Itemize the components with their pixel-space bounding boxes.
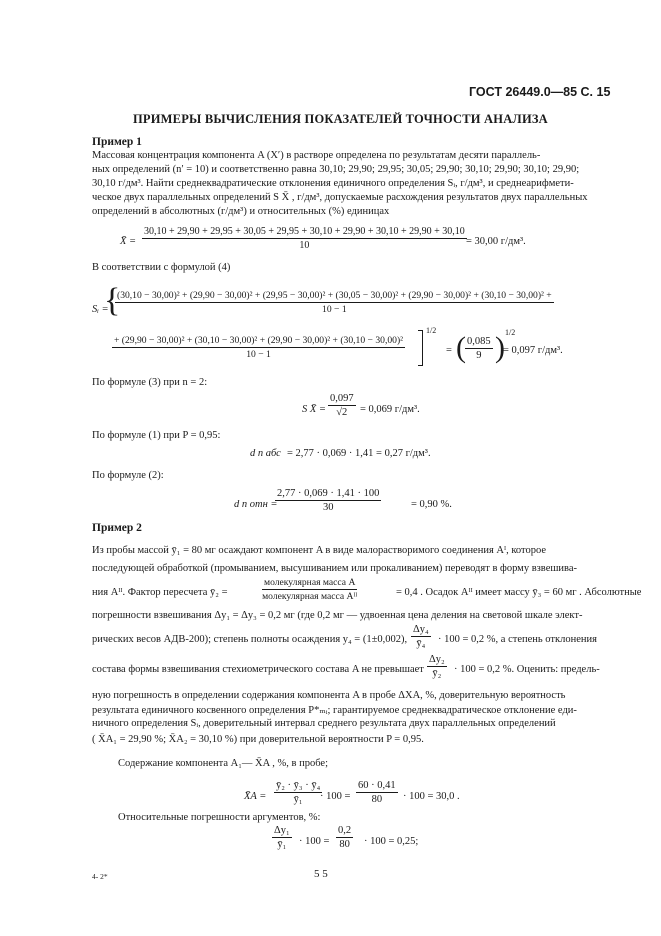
si-numerator-2: + (29,90 − 30,00)² + (30,10 − 30,00)² + (29,90 − 30,00)² + (30,10 − 30,00)² bbox=[114, 335, 404, 346]
si-power-2: 1/2 bbox=[505, 328, 516, 337]
content-reference: Содержание компонента A₁— X̄A , %, в пробе; bbox=[118, 758, 328, 769]
example2-line-6a: состава формы взвешивания стехиометрического состава A не превышает bbox=[92, 664, 424, 675]
rel-fraction bbox=[272, 825, 292, 850]
si-power-1: 1/2 bbox=[426, 326, 437, 335]
d-otn-denominator: 30 bbox=[322, 502, 334, 513]
si-fraction-3 bbox=[465, 336, 493, 361]
xa-lhs: X̄A = bbox=[244, 791, 267, 802]
xa-numerator: ȳ₂ · ȳ₃ · ȳ₄ bbox=[276, 780, 321, 791]
sx-result: = 0,069 г/дм³. bbox=[360, 404, 420, 415]
example2-line-5b: · 100 = 0,2 %, а степень отклонения bbox=[438, 634, 597, 645]
example2-line-3b: = 0,4 . Осадок Aᴵᴵ имеет массу ȳ₃ = 60 мг . Абсолютные bbox=[396, 587, 642, 598]
formula4-reference: В соответствии с формулой (4) bbox=[92, 262, 231, 273]
example2-line-3a: ния Aᴵᴵ. Фактор пересчета ȳ₂ = bbox=[92, 587, 228, 598]
footer-mark: 4- 2* bbox=[92, 872, 108, 881]
example1-heading: Пример 1 bbox=[92, 136, 142, 148]
example2-line-1: Из пробы массой ȳ₁ = 80 мг осаждают компонент A в виде малорастворимого соединения Aᴵ, которое bbox=[92, 545, 547, 556]
mean-fraction bbox=[142, 226, 467, 251]
y4-denominator: ȳ₄ bbox=[416, 638, 426, 649]
rel-result: · 100 = 0,25; bbox=[364, 836, 419, 847]
y2-numerator: Δy₂ bbox=[429, 654, 445, 665]
y2-fraction bbox=[427, 654, 447, 679]
si-result: = 0,097 г/дм³. bbox=[503, 345, 563, 356]
example2-heading: Пример 2 bbox=[92, 522, 142, 534]
mean-lhs: X̄ = bbox=[120, 236, 137, 247]
formula2-reference: По формуле (2): bbox=[92, 470, 164, 481]
y4-numerator: Δy₄ bbox=[413, 624, 429, 635]
section-title: ПРИМЕРЫ ВЫЧИСЛЕНИЯ ПОКАЗАТЕЛЕЙ ТОЧНОСТИ АНАЛИЗА bbox=[133, 112, 548, 126]
formula3-reference: По формуле (3) при n = 2: bbox=[92, 377, 208, 388]
factor-denominator: молекулярная масса Aᴵᴵ bbox=[262, 591, 358, 602]
si-numerator-1: (30,10 − 30,00)² + (29,90 − 30,00)² + (29,95 − 30,00)² + (30,05 − 30,00)² + (29,90 − 30,00)² + (30,10 − 30,00)² + bbox=[117, 290, 552, 301]
d-abs-lhs: d n абс bbox=[250, 448, 281, 459]
rel-numerator-2: 0,2 bbox=[338, 825, 352, 836]
example1-intro-line-2: ных определений (n′ = 10) и соответственно равна 30,10; 29,90; 29,95; 30,05; 29,90; 30,10; 29,90; 30,10; 29,90; bbox=[92, 164, 580, 175]
page-number: 5 5 bbox=[314, 868, 328, 880]
xa-middle: · 100 = bbox=[320, 791, 351, 802]
example2-line-2: последующей обработкой (промыванием, высушиванием или прокаливанием) переводят в форму взвешива- bbox=[92, 563, 578, 574]
mean-result: = 30,00 г/дм³. bbox=[466, 236, 526, 247]
xa-fraction bbox=[274, 780, 322, 805]
standard-header: ГОСТ 26449.0—85 С. 15 bbox=[469, 85, 611, 99]
sx-fraction bbox=[328, 393, 356, 418]
example1-intro-line-3: 30,10 г/дм³. Найти среднеквадратические отклонения единичного определения Sᵢ, г/дм³, и среднеарифмети- bbox=[92, 178, 574, 189]
si-open-brace: { bbox=[104, 282, 121, 319]
si-denominator-2: 10 − 1 bbox=[246, 349, 271, 360]
example2-line-7: ную погрешность в определении содержания компонента A в пробе ΔXA, %, доверительную вероятность bbox=[92, 690, 566, 701]
si-fraction-2 bbox=[112, 335, 405, 360]
example2-line-10: ( X̄A₁ = 29,90 %; X̄A₂ = 30,10 %) при доверительной вероятности P = 0,95. bbox=[92, 734, 424, 745]
factor-numerator: молекулярная масса A bbox=[264, 577, 356, 588]
example2-line-4: погрешности взвешивания Δy₁ = Δy₃ = 0,2 мг (где 0,2 мг — удвоенная цена деления на световой шкале элект- bbox=[92, 610, 583, 621]
factor-fraction bbox=[262, 577, 357, 602]
si-fraction-3-den: 9 bbox=[476, 350, 482, 361]
xa-fraction-2 bbox=[356, 780, 398, 805]
formula1-reference: По формуле (1) при P = 0,95: bbox=[92, 430, 221, 441]
si-close-bracket bbox=[418, 330, 423, 366]
si-fraction-1 bbox=[115, 290, 554, 315]
rel-fraction-2 bbox=[336, 825, 353, 850]
xa-denominator-2: 80 bbox=[371, 794, 383, 805]
mean-denominator: 10 bbox=[299, 240, 310, 251]
d-abs-result: = 2,77 · 0,069 · 1,41 = 0,27 г/дм³. bbox=[287, 448, 431, 459]
d-otn-result: = 0,90 %. bbox=[411, 499, 452, 510]
example2-line-8: результата единичного косвенного определения P*ₘᵢ; гарантируемое среднеквадратическое отклонение еди- bbox=[92, 705, 577, 716]
d-otn-numerator: 2,77 · 0,069 · 1,41 · 100 bbox=[277, 488, 380, 499]
xa-result: · 100 = 30,0 . bbox=[403, 791, 460, 802]
rel-denominator-2: 80 bbox=[339, 839, 350, 850]
y2-denominator: ȳ₂ bbox=[432, 668, 442, 679]
example2-line-5a: рических весов АДВ-200); степень полноты осаждения y₄ = (1±0,002), bbox=[92, 634, 408, 645]
si-lhs: Sᵢ = bbox=[92, 304, 109, 315]
d-otn-lhs: d n отн = bbox=[234, 499, 278, 510]
sx-lhs: S X̄ = bbox=[302, 404, 326, 415]
example1-intro-line-4: ческое двух параллельных определений S X̄ , г/дм³, допускаемые расхождения результатов двух параллельных bbox=[92, 192, 588, 203]
xa-numerator-2: 60 · 0,41 bbox=[358, 780, 396, 791]
example1-intro-line-5: определений в абсолютных (г/дм³) и относительных (%) единицах bbox=[92, 206, 390, 217]
si-equals: = bbox=[446, 345, 452, 356]
mean-numerator: 30,10 + 29,90 + 29,95 + 30,05 + 29,95 + 30,10 + 29,90 + 30,10 + 29,90 + 30,10 bbox=[144, 226, 465, 237]
rel-middle: · 100 = bbox=[299, 836, 330, 847]
si-fraction-3-num: 0,085 bbox=[467, 336, 491, 347]
example2-line-6b: · 100 = 0,2 %. Оценить: предель- bbox=[454, 664, 600, 675]
sx-numerator: 0,097 bbox=[330, 393, 354, 404]
si-open-paren: ( bbox=[456, 331, 466, 364]
example1-intro-line-1: Массовая концентрация компонента A (X′) в растворе определена по результатам десяти параллель- bbox=[92, 150, 541, 161]
si-close-paren: ) bbox=[495, 331, 505, 364]
example2-line-9: ничного определения Sᵢ, доверительный интервал среднего результата двух параллельных определений bbox=[92, 718, 556, 729]
rel-denominator: ȳ₁ bbox=[277, 839, 287, 850]
rel-numerator: Δy₁ bbox=[274, 825, 290, 836]
si-denominator-1: 10 − 1 bbox=[322, 304, 347, 315]
xa-denominator: ȳ₁ bbox=[293, 794, 303, 805]
relative-errors-reference: Относительные погрешности аргументов, %: bbox=[118, 812, 321, 823]
y4-fraction bbox=[411, 624, 431, 649]
d-otn-fraction bbox=[275, 488, 381, 513]
sx-denominator: √2 bbox=[336, 407, 348, 418]
